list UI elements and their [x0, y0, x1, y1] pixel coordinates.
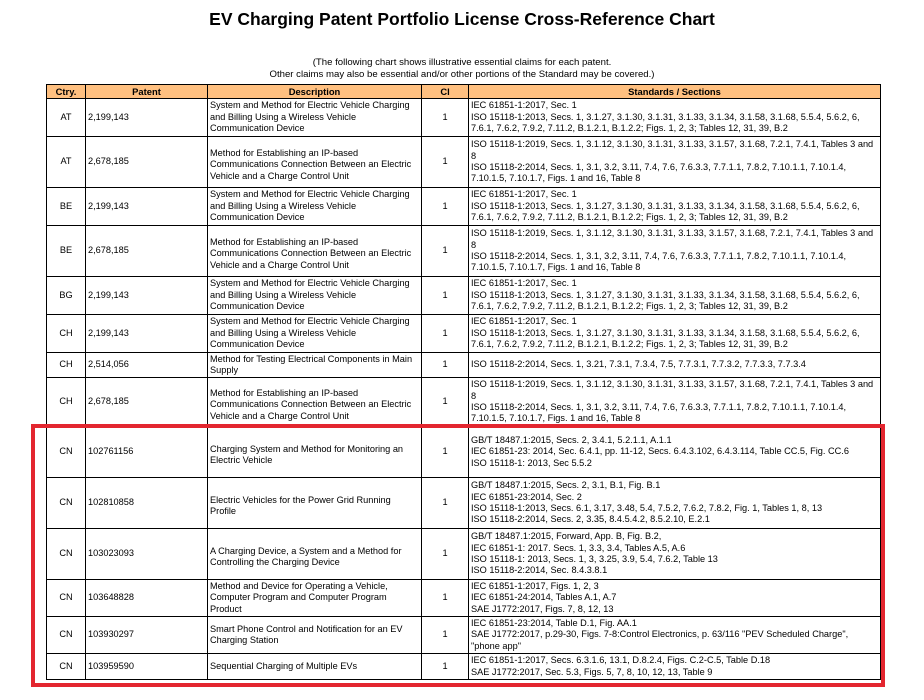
- patent-number-cell: 2,514,056: [86, 353, 208, 378]
- description-text: Electric Vehicles for the Power Grid Running Profile: [210, 494, 391, 516]
- standard-reference: IEC 61851-1:2017, Sec. 1: [471, 189, 577, 200]
- description-text: Smart Phone Control and Notification for an EV Charging Station: [210, 623, 403, 645]
- table-row: [47, 277, 881, 315]
- patent-number-cell: 103930297: [86, 617, 208, 654]
- standard-reference: ISO 15118-2:2014, Sec. 8.4.3.8.1: [471, 565, 608, 576]
- header-patent: Patent: [86, 85, 208, 99]
- description-cell: [208, 277, 422, 315]
- country-cell: CN: [47, 654, 86, 680]
- claim-cell: 1: [422, 427, 469, 478]
- table-row: [47, 188, 881, 226]
- description-text: Method for Establishing an IP-based Communications Connection Between an Electric Vehicle and a Charge Control Unit: [210, 387, 412, 421]
- standard-reference: SAE J1772:2017, Sec. 5.3, Figs. 5, 7, 8, 10, 12, 13, Table 9: [471, 666, 713, 677]
- standard-reference: ISO 15118-1: 2013, Sec 5.5.2: [471, 457, 592, 468]
- standard-reference: ISO 15118-1:2013, Secs. 1, 3.1.27, 3.1.30, 3.1.31, 3.1.33, 3.1.34, 3.1.58, 3.1.68, 5.5.4, 5.6.2, 6, 7.6.1, 7.6.2, 7.9.2, 7.11.2, B.1.2.1, B.1.2.2; Figs. 1, 2, 3; Tables 12, 31, 39, B.2: [471, 289, 860, 312]
- table-row: [47, 427, 881, 478]
- patent-table: [46, 84, 881, 680]
- table-row: [47, 478, 881, 529]
- country-cell: CN: [47, 580, 86, 617]
- patent-number-cell: 2,199,143: [86, 99, 208, 137]
- standard-reference: ISO 15118-2:2014, Secs. 1, 3.1, 3.2, 3.11, 7.4, 7.6, 7.6.3.3, 7.7.1.1, 7.8.2, 7.10.1.1, 7.10.1.4, 7.10.1.5, 7.10.1.7, Figs. 1 and 16, Table 8: [471, 251, 847, 273]
- page-title: EV Charging Patent Portfolio License Cross-Reference Chart: [209, 9, 715, 29]
- description-text: System and Method for Electric Vehicle Charging and Billing Using a Wireless Vehicle Communication Device: [210, 189, 410, 223]
- standards-cell: [469, 137, 881, 188]
- chart-note-line-1: (The following chart shows illustrative essential claims for each patent.: [312, 57, 612, 68]
- standards-cell: [469, 427, 881, 478]
- description-cell: [208, 427, 422, 478]
- standards-cell: [469, 378, 881, 427]
- description-cell: [208, 353, 422, 378]
- table-row: [47, 226, 881, 277]
- patent-number-cell: 2,678,185: [86, 137, 208, 188]
- standard-reference: IEC 61851-24:2014, Tables A.1, A.7: [471, 592, 617, 603]
- standard-reference: IEC 61851-1:2017, Sec. 1: [471, 316, 577, 327]
- standards-cell: [469, 277, 881, 315]
- standards-cell: [469, 188, 881, 226]
- header-country: Ctry.: [47, 85, 86, 99]
- description-text: Method for Testing Electrical Components in Main Supply: [210, 353, 413, 375]
- claim-cell: 1: [422, 353, 469, 378]
- standard-reference: IEC 61851-1:2017, Secs. 6.3.1.6, 13.1, D.8.2.4, Figs. C.2-C.5, Table D.18: [471, 655, 771, 666]
- standards-cell: [469, 353, 881, 378]
- standard-reference: ISO 15118-1:2019, Secs. 1, 3.1.12, 3.1.30, 3.1.31, 3.1.33, 3.1.57, 3.1.68, 7.2.1, 7.4.1, Tables 3 and 8: [471, 228, 874, 250]
- standard-reference: GB/T 18487.1:2015, Forward, App. B, Fig. B.2,: [471, 531, 662, 542]
- standard-reference: ISO 15118-1:2013, Secs. 1, 3.1.27, 3.1.30, 3.1.31, 3.1.33, 3.1.34, 3.1.58, 3.1.68, 5.5.4, 5.6.2, 6, 7.6.1, 7.6.2, 7.9.2, 7.11.2, B.1.2.1, B.1.2.2; Figs. 1, 2, 3; Tables 12, 31, 39, B.2: [471, 200, 860, 223]
- standard-reference: SAE J1772:2017, Figs. 7, 8, 12, 13: [471, 603, 614, 614]
- description-cell: [208, 226, 422, 277]
- patent-number-cell: 2,678,185: [86, 378, 208, 427]
- claim-cell: 1: [422, 277, 469, 315]
- description-text: System and Method for Electric Vehicle Charging and Billing Using a Wireless Vehicle Communication Device: [210, 278, 410, 312]
- standard-reference: GB/T 18487.1:2015, Secs. 2, 3.4.1, 5.2.1.1, A.1.1: [471, 434, 672, 445]
- country-cell: AT: [47, 99, 86, 137]
- standard-reference: ISO 15118-1:2013, Secs. 1, 3.1.27, 3.1.30, 3.1.31, 3.1.33, 3.1.34, 3.1.58, 3.1.68, 5.5.4, 5.6.2, 6, 7.6.1, 7.6.2, 7.9.2, 7.11.2, B.1.2.1, B.1.2.2; Figs. 1, 2, 3; Tables 12, 31, 39, B.2: [471, 327, 860, 350]
- standard-reference: ISO 15118-1:2013, Secs. 1, 3.1.27, 3.1.30, 3.1.31, 3.1.33, 3.1.34, 3.1.58, 3.1.68, 5.5.4, 5.6.2, 6, 7.6.1, 7.6.2, 7.9.2, 7.11.2, B.1.2.1, B.1.2.2; Figs. 1, 2, 3; Tables 12, 31, 39, B.2: [471, 111, 860, 134]
- country-cell: CN: [47, 529, 86, 580]
- claim-cell: 1: [422, 188, 469, 226]
- patent-number-cell: 2,678,185: [86, 226, 208, 277]
- standard-reference: ISO 15118-1:2019, Secs. 1, 3.1.12, 3.1.30, 3.1.31, 3.1.33, 3.1.57, 3.1.68, 7.2.1, 7.4.1, Tables 3 and 8: [471, 379, 874, 401]
- country-cell: CH: [47, 353, 86, 378]
- description-text: Sequential Charging of Multiple EVs: [210, 660, 358, 671]
- patent-number-cell: 103959590: [86, 654, 208, 680]
- country-cell: CH: [47, 315, 86, 353]
- standard-reference: IEC 61851-1:2017, Sec. 1: [471, 100, 577, 111]
- description-cell: [208, 580, 422, 617]
- description-cell: [208, 99, 422, 137]
- description-text: Method and Device for Operating a Vehicle, Computer Program and Computer Program Product: [210, 580, 388, 614]
- table-row: [47, 580, 881, 617]
- claim-cell: 1: [422, 315, 469, 353]
- description-text: Charging System and Method for Monitoring an Electric Vehicle: [210, 443, 404, 465]
- standards-cell: [469, 580, 881, 617]
- claim-cell: 1: [422, 654, 469, 680]
- header-description: Description: [208, 85, 422, 99]
- claim-cell: 1: [422, 478, 469, 529]
- description-cell: [208, 188, 422, 226]
- standards-cell: [469, 226, 881, 277]
- patent-number-cell: 2,199,143: [86, 188, 208, 226]
- claim-cell: 1: [422, 529, 469, 580]
- table-row: [47, 378, 881, 427]
- description-cell: [208, 617, 422, 654]
- table-row: [47, 654, 881, 680]
- country-cell: BE: [47, 188, 86, 226]
- description-cell: [208, 654, 422, 680]
- standard-reference: ISO 15118-2:2014, Secs. 2, 3.35, 8.4.5.4.2, 8.5.2.10, E.2.1: [471, 514, 710, 525]
- claim-cell: 1: [422, 99, 469, 137]
- patent-number-cell: 103023093: [86, 529, 208, 580]
- table-row: [47, 529, 881, 580]
- description-text: A Charging Device, a System and a Method for Controlling the Charging Device: [210, 545, 402, 567]
- patent-number-cell: 102761156: [86, 427, 208, 478]
- table-row: [47, 315, 881, 353]
- country-cell: AT: [47, 137, 86, 188]
- table-row: [47, 99, 881, 137]
- claim-cell: 1: [422, 617, 469, 654]
- standard-reference: GB/T 18487.1:2015, Secs. 2, 3.1, B.1, Fig. B.1: [471, 480, 661, 491]
- claim-cell: 1: [422, 226, 469, 277]
- description-text: System and Method for Electric Vehicle Charging and Billing Using a Wireless Vehicle Communication Device: [210, 316, 410, 350]
- chart-note-line-2: Other claims may also be essential and/or other portions of the Standard may be covered.): [269, 69, 655, 80]
- patent-number-cell: 103648828: [86, 580, 208, 617]
- standard-reference: ISO 15118-1: 2013, Secs. 1, 3, 3.25, 3.9, 5.4, 7.6.2, Table 13: [471, 554, 718, 564]
- standard-reference: ISO 15118-2:2014, Secs. 1, 3.21, 7.3.1, 7.3.4, 7.5, 7.7.3.1, 7.7.3.2, 7.7.3.3, 7.7.3.4: [471, 359, 806, 370]
- claim-cell: 1: [422, 580, 469, 617]
- country-cell: BE: [47, 226, 86, 277]
- table-row: [47, 137, 881, 188]
- description-text: Method for Establishing an IP-based Communications Connection Between an Electric Vehicle and a Charge Control Unit: [210, 147, 412, 181]
- country-cell: CH: [47, 378, 86, 427]
- description-cell: [208, 529, 422, 580]
- description-cell: [208, 378, 422, 427]
- claim-cell: 1: [422, 378, 469, 427]
- standards-cell: [469, 99, 881, 137]
- standards-cell: [469, 617, 881, 654]
- description-cell: [208, 478, 422, 529]
- table-header-row: [47, 85, 881, 99]
- standard-reference: ISO 15118-1:2013, Secs. 6.1, 3.17, 3.48, 5.4, 7.5.2, 7.6.2, 7.8.2, Fig. 1, Tables 1, 8, 13: [471, 503, 823, 513]
- description-text: Method for Establishing an IP-based Communications Connection Between an Electric Vehicle and a Charge Control Unit: [210, 236, 412, 270]
- standard-reference: IEC 61851-1: 2017. Secs. 1, 3.3, 3.4, Tables A.5, A.6: [471, 542, 686, 553]
- description-cell: [208, 315, 422, 353]
- description-cell: [208, 137, 422, 188]
- patent-number-cell: 2,199,143: [86, 315, 208, 353]
- table-row: [47, 353, 881, 378]
- standard-reference: IEC 61851-1:2017, Figs. 1, 2, 3: [471, 580, 599, 591]
- standard-reference: IEC 61851-1:2017, Sec. 1: [471, 278, 577, 289]
- country-cell: CN: [47, 427, 86, 478]
- country-cell: CN: [47, 617, 86, 654]
- patent-number-cell: 102810858: [86, 478, 208, 529]
- standards-cell: [469, 529, 881, 580]
- table-row: [47, 617, 881, 654]
- claim-cell: 1: [422, 137, 469, 188]
- standard-reference: IEC 61851-23: 2014, Sec. 6.4.1, pp. 11-12, Secs. 6.4.3.102, 6.4.3.114, Table CC.5, Fig. CC.6: [471, 446, 849, 457]
- country-cell: BG: [47, 277, 86, 315]
- standards-cell: [469, 478, 881, 529]
- standard-reference: SAE J1772:2017, p.29-30, Figs. 7-8:Control Electronics, p. 63/116 "PEV Scheduled Charge", "phone app": [471, 629, 849, 651]
- standards-cell: [469, 315, 881, 353]
- standard-reference: IEC 61851-23:2014, Table D.1, Fig. AA.1: [471, 617, 637, 628]
- country-cell: CN: [47, 478, 86, 529]
- standard-reference: IEC 61851-23:2014, Sec. 2: [471, 491, 582, 502]
- standard-reference: ISO 15118-1:2019, Secs. 1, 3.1.12, 3.1.30, 3.1.31, 3.1.33, 3.1.57, 3.1.68, 7.2.1, 7.4.1, Tables 3 and 8: [471, 139, 874, 161]
- header-claim: Cl: [422, 85, 469, 99]
- standard-reference: ISO 15118-2:2014, Secs. 1, 3.1, 3.2, 3.11, 7.4, 7.6, 7.6.3.3, 7.7.1.1, 7.8.2, 7.10.1.1, 7.10.1.4, 7.10.1.5, 7.10.1.7, Figs. 1 and 16, Table 8: [471, 162, 847, 184]
- standard-reference: ISO 15118-2:2014, Secs. 1, 3.1, 3.2, 3.11, 7.4, 7.6, 7.6.3.3, 7.7.1.1, 7.8.2, 7.10.1.1, 7.10.1.4, 7.10.1.5, 7.10.1.7, Figs. 1 and 16, Table 8: [471, 402, 847, 424]
- header-standards: Standards / Sections: [469, 85, 881, 99]
- description-text: System and Method for Electric Vehicle Charging and Billing Using a Wireless Vehicle Communication Device: [210, 100, 410, 134]
- standards-cell: [469, 654, 881, 680]
- patent-number-cell: 2,199,143: [86, 277, 208, 315]
